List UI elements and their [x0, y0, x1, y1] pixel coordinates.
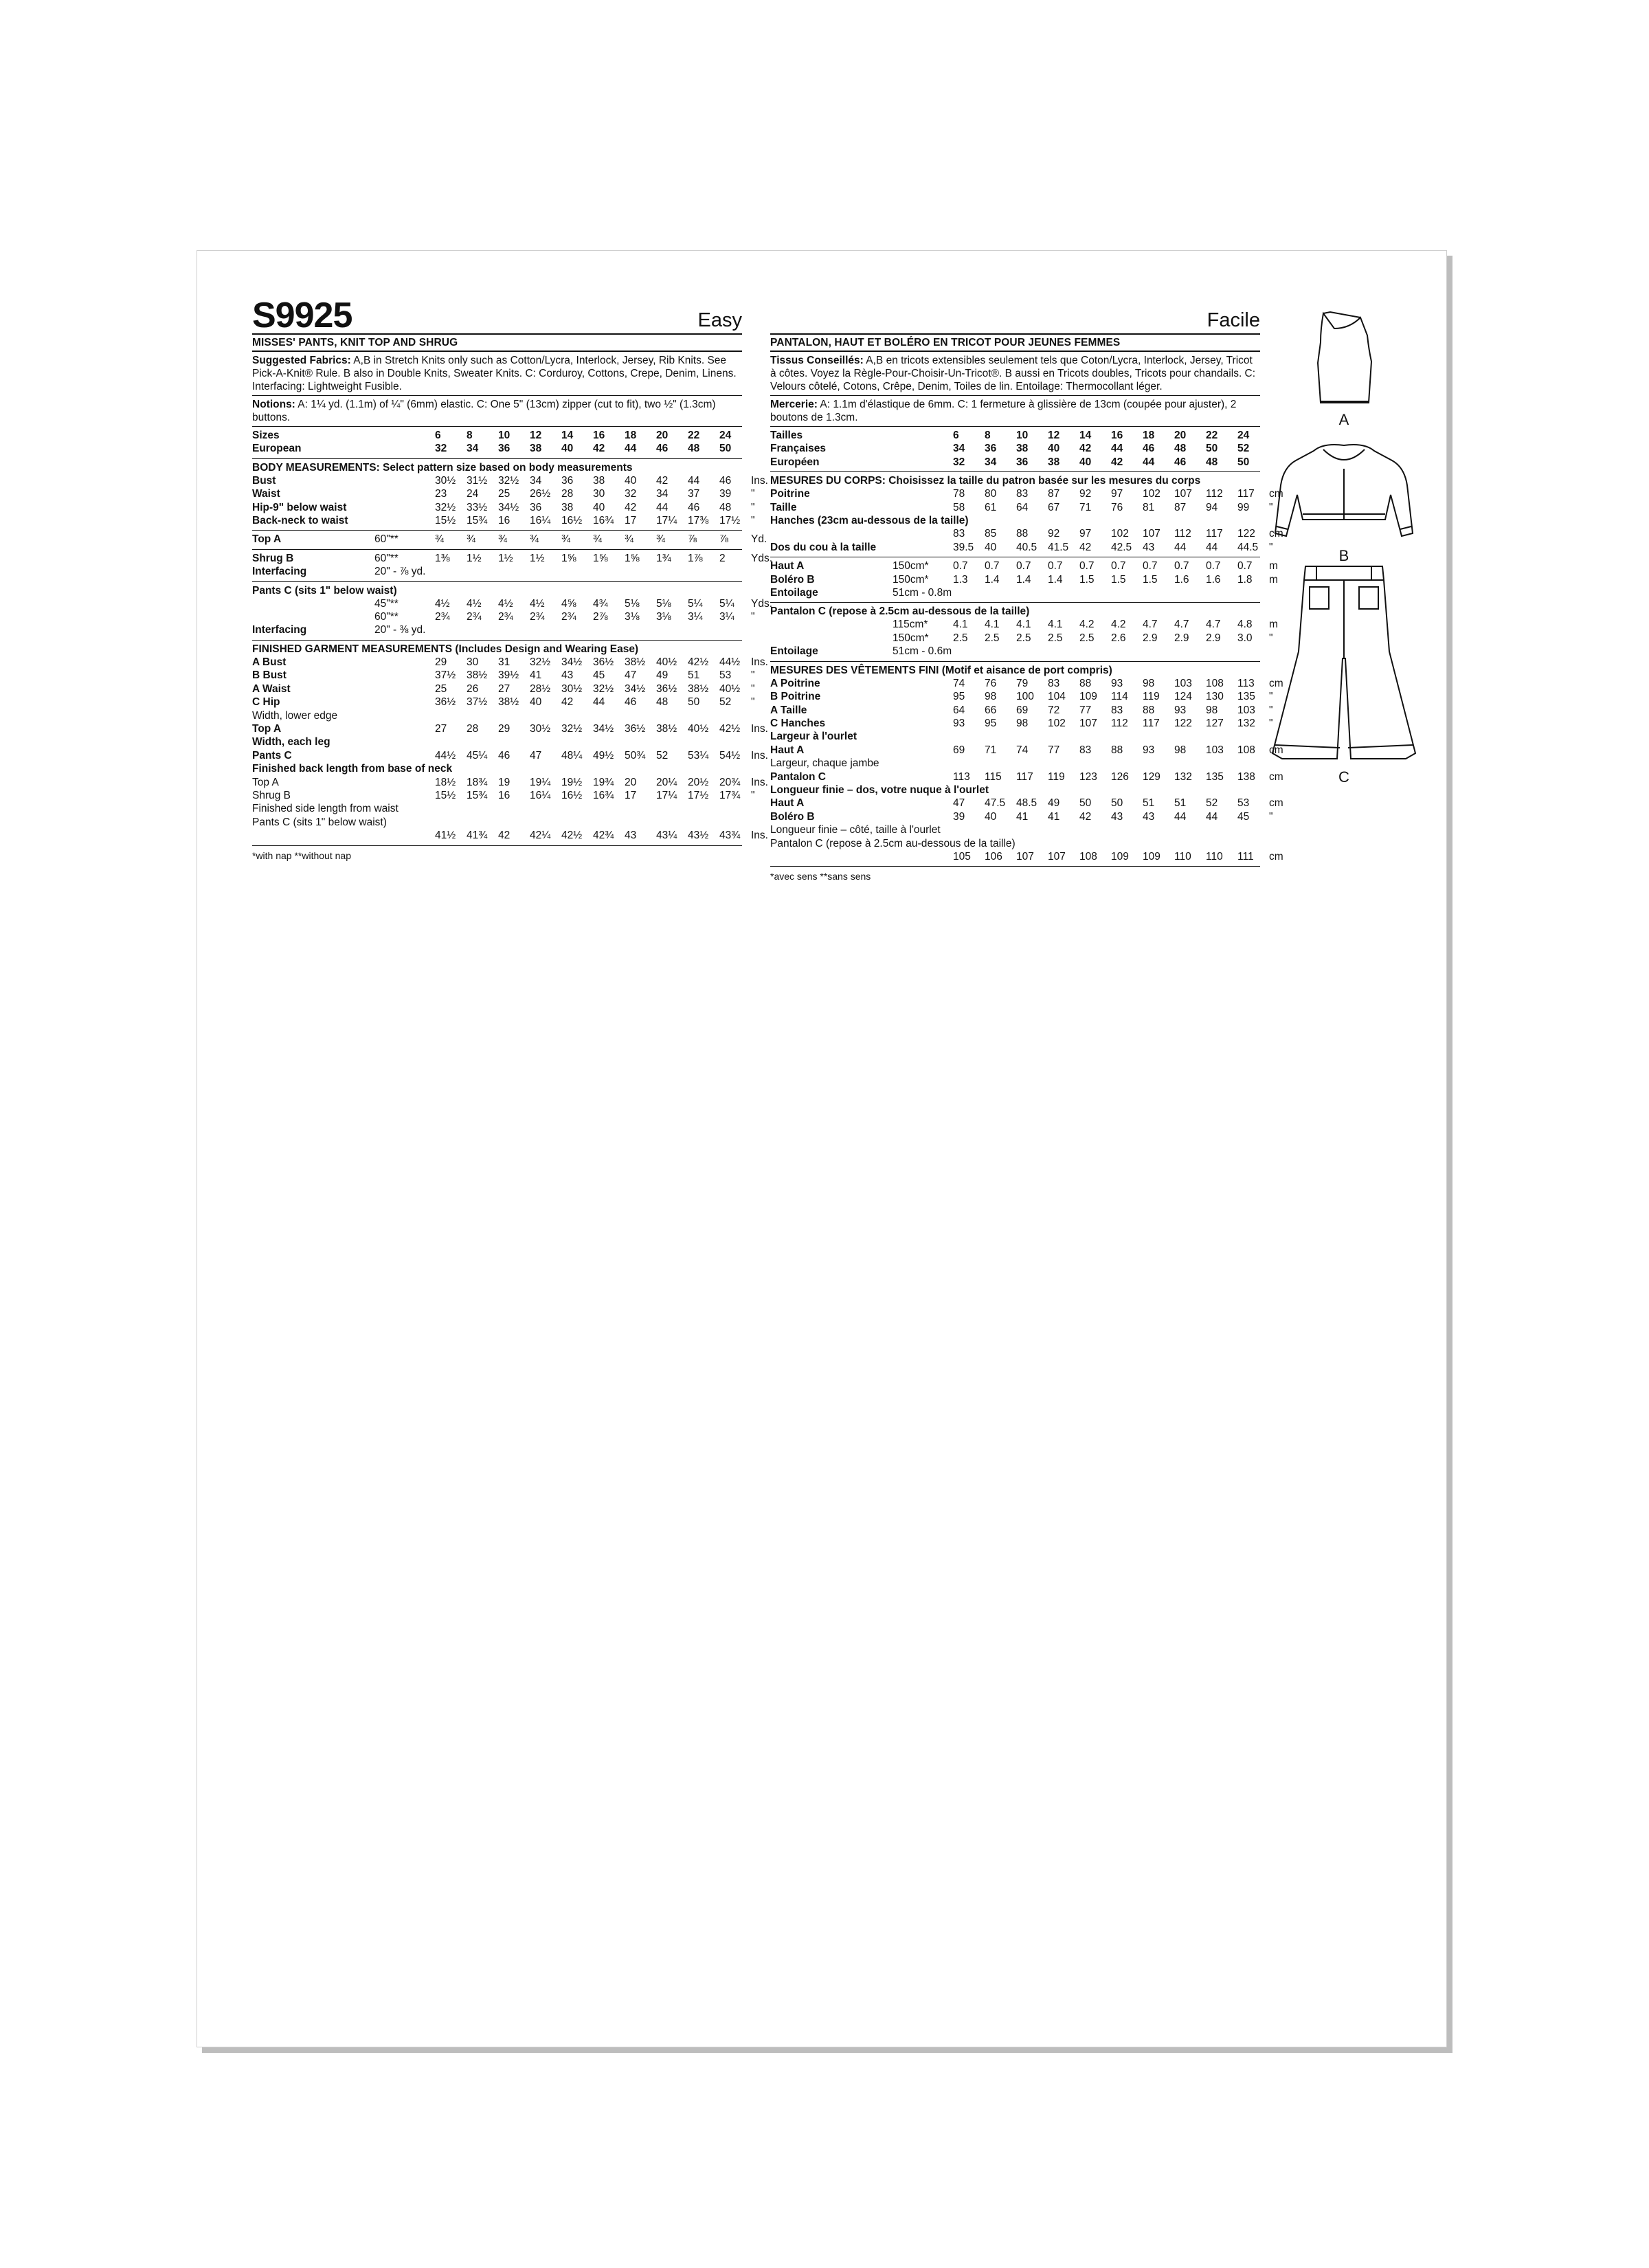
yardage-shrug-b: [252, 550, 773, 582]
table-row: 45"** 4½ 4½ 4½ 4½ 4⅝ 4¾ 5⅛ 5⅛ 5¼ 5¼ Yds.: [374, 597, 773, 610]
french-column: [770, 300, 1283, 882]
table-row: 105 106 107 107 108 109 109 110 110 111 cm: [953, 850, 1283, 863]
table-row: Poitrine 78 80 83 87 92 97 102 107 112 117 cm: [770, 488, 1283, 500]
size-table-fr: [770, 427, 1260, 472]
table-row: Hip-9" below waist 32½ 33½ 34½ 36 38 40 42 44 46 48 ": [252, 501, 755, 513]
table-row: Dos du cou à la taille 39.5 40 40.5 41.5 42 42.5 43 44 44 44.5 ": [770, 541, 1273, 553]
table-row: Haut A 47 47.5 48.5 49 50 50 51 51 52 53 cm: [770, 797, 1283, 810]
table-row: C Hip 36½ 37½ 38½ 40 42 44 46 48 50 52 ": [252, 696, 755, 709]
yardage-top-a: [252, 531, 767, 549]
table-row: 41½ 41¾ 42 42¼ 42½ 42¾ 43 43¼ 43½ 43¾ Ins.: [435, 830, 768, 842]
suggested-fabrics-fr: Tissus Conseillés: A,B en tricots extensibles seulement tels que Coton/Lycra, Interlock, Jersey, Tricot à côtes. Voyez la Règle-Pour-Choisir-Un-Tricot®. B aussi en Tricots doubles, Tricots pour chandails. C: Velours côtelé, Cotons, Crêpe, Denim, Toiles de lin. Entoilage: Thermocollant léger.: [770, 352, 1260, 396]
yardage-a-b-fr: [770, 557, 1278, 603]
table-row: Pants C 44½ 45¼ 46 47 48¼ 49½ 50¾ 52 53¼ 54½ Ins.: [252, 749, 768, 761]
french-header: [770, 300, 1260, 335]
table-row: Shrug B 60"** 1⅜ 1½ 1½ 1½ 1⅝ 1⅝ 1⅝ 1¾ 1⅞ 2 Yds.: [252, 552, 773, 564]
footnote: *with nap **without nap: [252, 849, 351, 861]
yardage-pants-c-fr: Pantalon C (repose à 2.5cm au-dessous de la taille) 115cm* 4.1 4.1 4.1 4.1 4.2 4.2 4.7 4.7 4.7 4.8 m 150cm* 2.5 2.5 2.5 2.5 2.5 2.6 2.9 2.9 2.9 3.0 " Entoilage 51cm - 0.6m: [770, 603, 1260, 661]
table-row: Hanches (23cm au-dessous de la taille): [770, 515, 969, 527]
table-row: Top A 60"** ¾ ¾ ¾ ¾ ¾ ¾ ¾ ¾ ⅞ ⅞ Yd.: [252, 533, 767, 546]
notions: Notions: A: 1¼ yd. (1.1m) of ¼" (6mm) elastic. C: One 5" (13cm) zipper (cut to fit), two ½" (1.3cm) buttons.: [252, 396, 742, 427]
table-row: Bust 30½ 31½ 32½ 34 36 38 40 42 44 46 Ins.: [252, 474, 768, 487]
view-c-drawing: [1268, 562, 1420, 786]
footnote-fr: *avec sens **sans sens: [770, 871, 871, 882]
table-row: Longueur finie – côté, taille à l'ourlet: [770, 824, 941, 836]
table-row: Boléro B 39 40 41 41 42 43 43 44 44 45 ": [770, 810, 1273, 823]
view-a-drawing: [1268, 308, 1420, 429]
finished-measurements: FINISHED GARMENT MEASUREMENTS (Includes Design and Wearing Ease) A Bust 29 30 31 32½ 34½ 36½ 38½ 40½ 42½ 44½ Ins. B Bust 37½ 38½ 39½ 41 43 45 47 49 51 53 " A Waist 25 26 27 28½ 30½ 32½ 34½ 36½ 38½ 40½ " C Hip 36½ 37½ 38½ 40 42 44 46 48 50 52 " Width, lower edge Top A 27 28 29 30½ 32½ 34½ 36½ 38½ 40½ 42½ Ins. Width, each leg Pants C 44½ 45¼ 46 47 48¼ 49½ 50¾ 52 53¼ 54½ Ins. Finished back length from base of neck Top A 18½ 18¾ 19 19¼ 19½ 19¾ 20 20¼ 20½ 20¾ Ins. Shrug B 15½ 15¾ 16 16¼ 16½ 16¾ 17 17¼ 17½ 17¾ " Finished side length from waist Pants C (sits 1" below waist) 41½ 41¾ 42 42¼ 42½ 42¾ 43 43¼ 43½ 43¾ Ins.: [252, 641, 742, 846]
table-row: Back-neck to waist 15½ 15¾ 16 16¼ 16½ 16¾ 17 17¼ 17⅜ 17½ ": [252, 515, 755, 527]
table-row: Top A 18½ 18¾ 19 19¼ 19½ 19¾ 20 20¼ 20½ 20¾ Ins.: [252, 776, 768, 788]
english-header: [252, 296, 742, 335]
view-a-label: A: [1338, 411, 1349, 428]
table-row: Interfacing 20" - ⅞ yd.: [252, 566, 426, 578]
table-row: Finished side length from waist: [252, 803, 399, 815]
table-row: Waist 23 24 25 26½ 28 30 32 34 37 39 ": [252, 488, 755, 500]
table-row: 115cm* 4.1 4.1 4.1 4.1 4.2 4.2 4.7 4.7 4.7 4.8 m: [893, 619, 1278, 631]
table-row: B Bust 37½ 38½ 39½ 41 43 45 47 49 51 53 ": [252, 669, 755, 682]
table-row: Européen 32 34 36 38 40 42 44 46 48 50: [770, 456, 1250, 468]
table-row: Shrug B 15½ 15¾ 16 16¼ 16½ 16¾ 17 17¼ 17½ 17¾ ": [252, 789, 755, 801]
suggested-fabrics: Suggested Fabrics: A,B in Stretch Knits only such as Cotton/Lycra, Interlock, Jersey, Rib Knits. See Pick-A-Knit® Rule. B also in Double Knits, Sweater Knits. C: Corduroy, Cottons, Crepe, Denim, Linens. Interfacing: Lightweight Fusible.: [252, 352, 742, 396]
pattern-back-sheet: [197, 250, 1447, 2047]
table-row: Finished back length from base of neck: [252, 763, 453, 775]
finished-measurements-fr: MESURES DES VÊTEMENTS FINI (Motif et aisance de port compris) A Poitrine 74 76 79 83 88 93 98 103 108 113 cm B Poitrine 95 98 100 104 109 114 119 124 130 135 " A Taille 64 66 69 72 77 83 88 93 98 103 " C Hanches 93 95 98 102 107 112 117 122 127 132 " Largeur à l'ourlet Haut A 69 71 74 77 83 88 93 98 103 108 cm Largeur, chaque jambe Pantalon C 113 115 117 119 123 126 129 132 135 138 cm Longueur finie – dos, votre nuque à l'ourlet Haut A 47 47.5 48.5 49 50 50 51 51 52 53 cm Boléro B 39 40 41 41 42 43 43 44 44 45 " Longueur finie – côté, taille à l'ourlet Pantalon C (repose à 2.5cm au-dessous de la taille) 105 106 107 107 108 109 109 110 110 111 cm: [770, 662, 1260, 867]
view-c-label: C: [1338, 768, 1349, 786]
one-shoulder-top-sketch: [1268, 308, 1420, 411]
view-b-label: B: [1338, 547, 1349, 564]
table-row: Interfacing 20" - ⅜ yd.: [252, 624, 426, 636]
pattern-title: MISSES' PANTS, KNIT TOP AND SHRUG: [252, 335, 742, 352]
table-row: Width, each leg: [252, 736, 330, 748]
table-row: 83 85 88 92 97 102 107 112 117 122 cm: [953, 528, 1283, 540]
table-row: Tailles 6 8 10 12 14 16 18 20 22 24: [770, 430, 1250, 441]
table-row: Top A 27 28 29 30½ 32½ 34½ 36½ 38½ 40½ 42½ Ins.: [252, 722, 768, 735]
table-row: B Poitrine 95 98 100 104 109 114 119 124 130 135 ": [770, 691, 1273, 703]
table-row: Pantalon C 113 115 117 119 123 126 129 132 135 138 cm: [770, 770, 1283, 783]
table-row: Pantalon C (repose à 2.5cm au-dessous de la taille): [770, 837, 1016, 849]
table-row: Entoilage 51cm - 0.8m: [770, 587, 952, 599]
yardage-pants-c: Pants C (sits 1" below waist) 45"** 4½ 4½ 4½ 4½ 4⅝ 4¾ 5⅛ 5⅛ 5¼ 5¼ Yds. 60"** 2¾ 2¾ 2¾ 2¾ 2¾ 2⅞ 3⅛ 3⅛ 3¼ 3¼ " Interfacing 20" - ⅜ yd.: [252, 582, 742, 641]
table-row: C Hanches 93 95 98 102 107 112 117 122 127 132 ": [770, 717, 1273, 729]
table-row: A Bust 29 30 31 32½ 34½ 36½ 38½ 40½ 42½ 44½ Ins.: [252, 656, 768, 668]
pattern-code: S9925: [252, 296, 352, 335]
table-row: 60"** 2¾ 2¾ 2¾ 2¾ 2¾ 2⅞ 3⅛ 3⅛ 3¼ 3¼ ": [374, 611, 755, 623]
difficulty-level-fr: Facile: [1207, 309, 1260, 331]
table-row: Entoilage 51cm - 0.6m: [770, 645, 952, 658]
notions-fr: Mercerie: A: 1.1m d'élastique de 6mm. C: 1 fermeture à glissière de 13cm (coupée pour ajuster), 2 boutons de 1.3cm.: [770, 396, 1260, 427]
table-row: Taille 58 61 64 67 71 76 81 87 94 99 ": [770, 501, 1273, 513]
table-row: A Taille 64 66 69 72 77 83 88 93 98 103 ": [770, 704, 1273, 716]
table-row: A Poitrine 74 76 79 83 88 93 98 103 108 113 cm: [770, 677, 1283, 689]
table-row: Sizes 6 8 10 12 14 16 18 20 22 24: [252, 430, 732, 441]
difficulty-level: Easy: [697, 309, 742, 331]
table-row: Largeur à l'ourlet: [770, 731, 857, 743]
table-row: A Waist 25 26 27 28½ 30½ 32½ 34½ 36½ 38½ 40½ ": [252, 682, 755, 695]
table-row: Haut A 69 71 74 77 83 88 93 98 103 108 cm: [770, 744, 1283, 756]
table-row: Pants C (sits 1" below waist): [252, 816, 387, 828]
table-row: European 32 34 36 38 40 42 44 46 48 50: [252, 443, 732, 455]
size-table: [252, 427, 742, 459]
body-measurements-fr: MESURES DU CORPS: Choisissez la taille du patron basée sur les mesures du corps Poitrine 78 80 83 87 92 97 102 107 112 117 cm Taille 58 61 64 67 71 76 81 87 94 99 " Hanches (23cm au-dessous de la taille) 83 85 88 92 97 102 107 112 117 122 cm Dos du cou à la taille 39.5 40 40.5 41.5 42 42.5 43 44 44 44.5 ": [770, 472, 1260, 557]
table-row: Largeur, chaque jambe: [770, 757, 879, 770]
english-column: [252, 296, 773, 861]
body-measurements: BODY MEASUREMENTS: Select pattern size based on body measurements Bust 30½ 31½ 32½ 34 36 38 40 42 44 46 Ins. Waist 23 24 25 26½ 28 30 32 34 37 39 " Hip-9" below waist 32½ 33½ 34½ 36 38 40 42 44 46 48 " Back-neck to waist 15½ 15¾ 16 16¼ 16½ 16¾ 17 17¼ 17⅜ 17½ ": [252, 459, 742, 531]
table-row: Boléro B 150cm* 1.3 1.4 1.4 1.4 1.5 1.5 1.5 1.6 1.6 1.8 m: [770, 573, 1278, 586]
table-row: Width, lower edge: [252, 709, 338, 722]
shrug-sketch: [1268, 437, 1420, 547]
wide-leg-pants-sketch: [1268, 562, 1420, 768]
pattern-title-fr: PANTALON, HAUT ET BOLÉRO EN TRICOT POUR JEUNES FEMMES: [770, 335, 1260, 352]
table-row: 150cm* 2.5 2.5 2.5 2.5 2.5 2.6 2.9 2.9 2.9 3.0 ": [893, 632, 1273, 644]
table-row: Françaises 34 36 38 40 42 44 46 48 50 52: [770, 443, 1250, 455]
table-row: Haut A 150cm* 0.7 0.7 0.7 0.7 0.7 0.7 0.7 0.7 0.7 0.7 m: [770, 560, 1278, 572]
view-b-drawing: [1268, 437, 1420, 565]
table-row: Longueur finie – dos, votre nuque à l'ourlet: [770, 783, 989, 796]
